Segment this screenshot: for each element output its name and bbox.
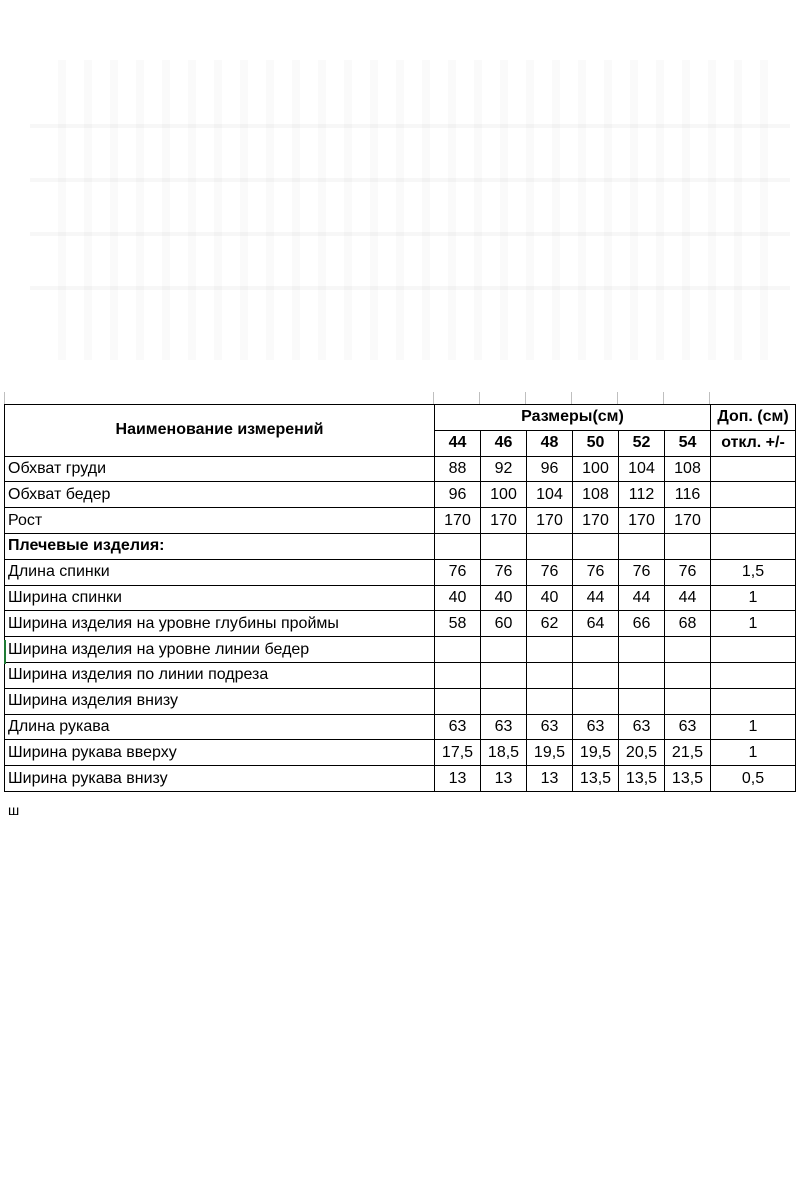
size-value-cell[interactable]: 40 (435, 585, 481, 611)
table-row (5, 508, 796, 534)
header-size: 52 (619, 430, 665, 456)
size-value-cell[interactable] (481, 662, 527, 688)
size-value-cell[interactable] (573, 637, 619, 663)
measurement-name-cell[interactable]: Ширина изделия внизу (5, 688, 435, 714)
size-value-cell[interactable] (573, 533, 619, 559)
tolerance-cell[interactable] (711, 637, 796, 663)
size-value-cell[interactable] (573, 662, 619, 688)
table-row (5, 740, 796, 766)
size-value-cell[interactable]: 96 (435, 482, 481, 508)
column-tick (525, 392, 526, 404)
size-value-cell[interactable] (481, 637, 527, 663)
size-value-cell[interactable]: 100 (573, 456, 619, 482)
size-value-cell[interactable]: 104 (619, 456, 665, 482)
measurement-name-cell[interactable]: Ширина рукава вверху (5, 740, 435, 766)
cut-off-row-fragment: ш (8, 802, 20, 818)
size-value-cell[interactable] (619, 688, 665, 714)
tolerance-cell[interactable]: 0,5 (711, 766, 796, 792)
size-value-cell[interactable]: 60 (481, 611, 527, 637)
size-value-cell[interactable]: 64 (573, 611, 619, 637)
size-value-cell[interactable] (527, 637, 573, 663)
size-value-cell[interactable]: 108 (573, 482, 619, 508)
size-value-cell[interactable]: 63 (573, 714, 619, 740)
size-value-cell[interactable]: 40 (481, 585, 527, 611)
measurement-name-cell[interactable]: Длина рукава (5, 714, 435, 740)
column-tick (617, 392, 618, 404)
size-chart-table (4, 404, 796, 792)
size-value-cell[interactable] (481, 533, 527, 559)
spreadsheet-area (0, 388, 800, 818)
table-row (5, 714, 796, 740)
table-row (5, 688, 796, 714)
table-row (5, 482, 796, 508)
size-value-cell[interactable]: 116 (665, 482, 711, 508)
size-value-cell[interactable] (619, 533, 665, 559)
size-value-cell[interactable]: 88 (435, 456, 481, 482)
size-value-cell[interactable]: 76 (527, 559, 573, 585)
header-size: 44 (435, 430, 481, 456)
header-dop-line1: Доп. (см) (711, 405, 796, 431)
size-value-cell[interactable] (435, 533, 481, 559)
size-value-cell[interactable] (435, 688, 481, 714)
column-tick (663, 392, 664, 404)
size-value-cell[interactable]: 68 (665, 611, 711, 637)
table-row (5, 766, 796, 792)
size-value-cell[interactable]: 19,5 (527, 740, 573, 766)
size-value-cell[interactable] (481, 688, 527, 714)
table-body (5, 456, 796, 791)
size-value-cell[interactable]: 76 (573, 559, 619, 585)
size-value-cell[interactable]: 44 (573, 585, 619, 611)
size-value-cell[interactable] (665, 637, 711, 663)
size-value-cell[interactable]: 76 (619, 559, 665, 585)
size-value-cell[interactable]: 63 (435, 714, 481, 740)
table-row (5, 662, 796, 688)
size-value-cell[interactable]: 112 (619, 482, 665, 508)
tolerance-cell[interactable] (711, 456, 796, 482)
size-value-cell[interactable] (435, 662, 481, 688)
size-value-cell[interactable]: 170 (665, 508, 711, 534)
column-tick (4, 392, 5, 404)
header-dop-line2: откл. +/- (711, 430, 796, 456)
size-value-cell[interactable]: 13 (481, 766, 527, 792)
header-sizes-group: Размеры(см) (435, 405, 711, 431)
size-value-cell[interactable] (665, 533, 711, 559)
size-value-cell[interactable]: 40 (527, 585, 573, 611)
table-row (5, 456, 796, 482)
size-value-cell[interactable]: 21,5 (665, 740, 711, 766)
size-value-cell[interactable]: 96 (527, 456, 573, 482)
tolerance-cell[interactable] (711, 482, 796, 508)
table-row (5, 637, 796, 663)
size-value-cell[interactable]: 76 (435, 559, 481, 585)
size-value-cell[interactable] (619, 662, 665, 688)
size-value-cell[interactable] (527, 533, 573, 559)
tolerance-cell[interactable] (711, 508, 796, 534)
size-value-cell[interactable]: 62 (527, 611, 573, 637)
size-value-cell[interactable]: 170 (481, 508, 527, 534)
header-measurement-name: Наименование измерений (5, 405, 435, 457)
size-value-cell[interactable]: 63 (619, 714, 665, 740)
size-value-cell[interactable] (665, 662, 711, 688)
tolerance-cell[interactable]: 1,5 (711, 559, 796, 585)
size-value-cell[interactable]: 170 (619, 508, 665, 534)
table-row (5, 611, 796, 637)
tolerance-cell[interactable]: 1 (711, 611, 796, 637)
measurement-name-cell[interactable]: Ширина рукава внизу (5, 766, 435, 792)
size-value-cell[interactable]: 13,5 (573, 766, 619, 792)
measurement-name-cell[interactable]: Рост (5, 508, 435, 534)
size-value-cell[interactable]: 13,5 (619, 766, 665, 792)
column-tick (571, 392, 572, 404)
size-value-cell[interactable]: 18,5 (481, 740, 527, 766)
header-size: 54 (665, 430, 711, 456)
size-value-cell[interactable]: 13 (527, 766, 573, 792)
table-header (5, 405, 796, 457)
size-value-cell[interactable] (619, 637, 665, 663)
measurement-name-cell[interactable]: Ширина изделия на уровне линии бедер (5, 637, 435, 663)
size-value-cell[interactable] (573, 688, 619, 714)
size-value-cell[interactable]: 13 (435, 766, 481, 792)
size-value-cell[interactable]: 108 (665, 456, 711, 482)
size-value-cell[interactable]: 13,5 (665, 766, 711, 792)
size-value-cell[interactable]: 76 (665, 559, 711, 585)
size-value-cell[interactable]: 44 (619, 585, 665, 611)
column-tick (479, 392, 480, 404)
measurement-name-cell[interactable]: Ширина изделия на уровне глубины проймы (5, 611, 435, 637)
measurement-name-cell[interactable]: Плечевые изделия: (5, 533, 435, 559)
size-value-cell[interactable]: 63 (481, 714, 527, 740)
size-value-cell[interactable]: 63 (527, 714, 573, 740)
table-row (5, 559, 796, 585)
size-value-cell[interactable]: 58 (435, 611, 481, 637)
measurement-name-cell[interactable]: Длина спинки (5, 559, 435, 585)
size-value-cell[interactable]: 66 (619, 611, 665, 637)
size-value-cell[interactable]: 104 (527, 482, 573, 508)
measurement-name-cell[interactable]: Ширина изделия по линии подреза (5, 662, 435, 688)
column-tick (709, 392, 710, 404)
header-size: 46 (481, 430, 527, 456)
size-value-cell[interactable]: 170 (573, 508, 619, 534)
bleed-through-lines (30, 80, 790, 340)
size-value-cell[interactable]: 44 (665, 585, 711, 611)
selected-cell-marker (4, 640, 6, 664)
size-value-cell[interactable]: 92 (481, 456, 527, 482)
measurement-name-cell[interactable]: Ширина спинки (5, 585, 435, 611)
tolerance-cell[interactable]: 1 (711, 585, 796, 611)
size-value-cell[interactable] (435, 637, 481, 663)
measurement-name-cell[interactable]: Обхват бедер (5, 482, 435, 508)
size-value-cell[interactable]: 20,5 (619, 740, 665, 766)
table-row (5, 533, 796, 559)
size-value-cell[interactable] (527, 688, 573, 714)
tolerance-cell[interactable]: 1 (711, 740, 796, 766)
size-value-cell[interactable]: 19,5 (573, 740, 619, 766)
size-value-cell[interactable]: 170 (527, 508, 573, 534)
size-value-cell[interactable]: 17,5 (435, 740, 481, 766)
header-size: 50 (573, 430, 619, 456)
header-size: 48 (527, 430, 573, 456)
size-value-cell[interactable] (665, 688, 711, 714)
measurement-name-cell[interactable]: Обхват груди (5, 456, 435, 482)
tolerance-cell[interactable] (711, 533, 796, 559)
tolerance-cell[interactable] (711, 662, 796, 688)
column-tick (433, 392, 434, 404)
size-value-cell[interactable]: 76 (481, 559, 527, 585)
tolerance-cell[interactable] (711, 688, 796, 714)
size-value-cell[interactable] (527, 662, 573, 688)
size-value-cell[interactable]: 100 (481, 482, 527, 508)
tolerance-cell[interactable]: 1 (711, 714, 796, 740)
table-row (5, 585, 796, 611)
size-value-cell[interactable]: 170 (435, 508, 481, 534)
size-value-cell[interactable]: 63 (665, 714, 711, 740)
